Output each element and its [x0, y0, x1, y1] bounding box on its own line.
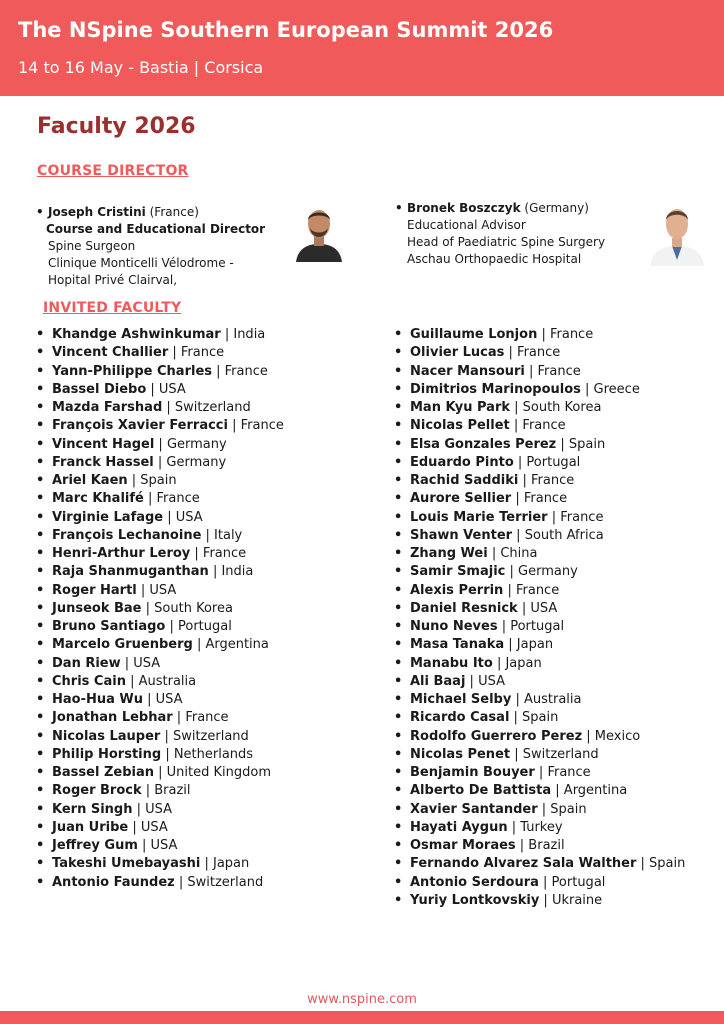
faculty-country: | USA: [128, 819, 168, 835]
faculty-item: [36, 545, 284, 563]
faculty-name: Dan Riew: [52, 655, 121, 671]
faculty-item: [36, 782, 284, 800]
page-title: Faculty 2026: [37, 114, 196, 139]
faculty-country: | Portugal: [165, 619, 232, 634]
faculty-country: | South Africa: [512, 527, 604, 543]
faculty-item: [394, 563, 685, 581]
faculty-item: [36, 417, 284, 435]
faculty-item: [36, 801, 284, 819]
faculty-country: | Japan: [492, 655, 542, 671]
faculty-item: [394, 509, 685, 527]
faculty-country: | Portugal: [513, 454, 581, 470]
faculty-name: Vincent Challier: [52, 345, 169, 361]
faculty-name: Raja Shanmuganthan: [52, 564, 209, 580]
faculty-item: [394, 363, 685, 381]
faculty-item: [36, 691, 284, 709]
director-bronek-boszczyk: [395, 200, 647, 268]
faculty-name: Jeffrey Gum: [52, 838, 138, 853]
faculty-item: [394, 344, 685, 362]
faculty-name: Benjamin Bouyer: [410, 765, 535, 780]
faculty-country: | Portugal: [538, 874, 606, 890]
faculty-item: [394, 801, 685, 819]
event-title: The NSpine Southern European Summit 2026: [18, 18, 554, 42]
faculty-country: | Switzerland: [510, 746, 599, 762]
director-line: Clinique Monticelli Vélodrome -: [48, 256, 234, 270]
faculty-item: [394, 819, 685, 837]
faculty-item: [394, 636, 685, 654]
faculty-country: | South Korea: [141, 600, 233, 616]
faculty-name: Jonathan Lebhar: [52, 710, 173, 726]
faculty-item: [36, 636, 284, 654]
faculty-country: | France: [524, 363, 581, 379]
faculty-name: Olivier Lucas: [410, 345, 505, 361]
faculty-item: [36, 344, 284, 362]
course-director-heading: COURSE DIRECTOR: [37, 163, 189, 179]
faculty-item: [36, 490, 284, 508]
faculty-item: [394, 436, 685, 454]
faculty-country: | France: [212, 363, 268, 379]
faculty-country: | Japan: [504, 637, 554, 653]
faculty-name: Henri-Arthur Leroy: [52, 546, 191, 561]
faculty-country: | France: [537, 327, 594, 342]
faculty-country: | USA: [132, 801, 173, 817]
faculty-name: Franck Hassel: [52, 454, 154, 470]
faculty-name: Nicolas Penet: [410, 746, 511, 762]
faculty-item: [394, 454, 685, 472]
faculty-country: | United Kingdom: [154, 765, 271, 780]
faculty-name: Kern Singh: [52, 801, 133, 817]
faculty-country: | Argentina: [551, 783, 628, 799]
faculty-item: [394, 655, 685, 673]
faculty-item: [394, 545, 685, 563]
faculty-item: [394, 673, 685, 691]
faculty-item: [36, 837, 284, 855]
faculty-name: Juan Uribe: [52, 819, 129, 835]
faculty-country: | France: [518, 473, 575, 488]
faculty-country: | Germany: [505, 564, 578, 580]
faculty-country: | Ukraine: [539, 892, 603, 908]
director-line: Spine Surgeon: [48, 239, 136, 253]
faculty-name: Guillaume Lonjon: [410, 327, 538, 342]
faculty-name: Chris Cain: [52, 673, 126, 689]
faculty-country: | France: [534, 765, 591, 780]
footer-bar: [0, 1011, 724, 1024]
faculty-country: | Brazil: [515, 838, 565, 853]
faculty-item: [36, 399, 284, 417]
faculty-name: Nicolas Lauper: [52, 728, 161, 744]
faculty-item: [36, 709, 284, 727]
faculty-name: Yuriy Lontkovskiy: [410, 892, 540, 908]
faculty-name: Alexis Perrin: [410, 582, 504, 598]
faculty-item: [36, 527, 284, 545]
faculty-country: | Portugal: [497, 619, 565, 634]
faculty-name: Zhang Wei: [410, 546, 488, 561]
faculty-country: | India: [220, 327, 266, 342]
faculty-item: [394, 709, 685, 727]
faculty-item: [394, 892, 685, 910]
faculty-country: | USA: [137, 838, 178, 853]
invited-faculty-heading: INVITED FACULTY: [43, 300, 182, 316]
faculty-name: Yann-Philippe Charles: [52, 363, 212, 379]
faculty-item: [394, 381, 685, 399]
faculty-item: [36, 618, 284, 636]
faculty-name: Aurore Sellier: [410, 491, 512, 507]
faculty-name: Nacer Mansouri: [410, 363, 525, 379]
director-line: Head of Paediatric Spine Surgery: [407, 235, 606, 249]
faculty-name: Antonio Faundez: [52, 874, 175, 890]
faculty-country: | Germany: [154, 436, 227, 452]
faculty-country: | USA: [517, 600, 558, 616]
faculty-item: [36, 326, 284, 344]
faculty-item: [36, 509, 284, 527]
faculty-item: [394, 837, 685, 855]
faculty-name: Takeshi Umebayashi: [52, 856, 201, 872]
faculty-country: | Argentina: [192, 637, 269, 653]
faculty-country: | USA: [143, 692, 183, 707]
header-banner: [0, 0, 724, 96]
faculty-country: | USA: [120, 655, 161, 671]
faculty-country: | Switzerland: [174, 874, 264, 890]
faculty-country: | Spain: [509, 710, 559, 726]
faculty-name: Marc Khalifé: [52, 491, 144, 507]
faculty-item: [394, 855, 685, 873]
director-line: Hopital Privé Clairval,: [48, 273, 178, 287]
faculty-name: Marcelo Gruenberg: [52, 637, 193, 653]
faculty-country: | France: [511, 491, 568, 507]
director-joseph-cristini: [36, 204, 298, 289]
faculty-name: Samir Smajic: [410, 564, 506, 580]
faculty-name: Elsa Gonzales Perez: [410, 436, 557, 452]
website-link[interactable]: www.nspine.com: [307, 992, 417, 1007]
joseph-cristini-photo: [294, 202, 344, 262]
faculty-item: [36, 673, 284, 691]
faculty-item: [394, 782, 685, 800]
faculty-item: [394, 691, 685, 709]
bullet: •: [395, 201, 403, 215]
faculty-name: Bruno Santiago: [52, 619, 166, 634]
faculty-name: Antonio Serdoura: [410, 874, 539, 890]
faculty-name: Bassel Diebo: [52, 381, 147, 397]
invited-faculty-list-left: [36, 326, 284, 892]
bronek-boszczyk-photo: [648, 200, 706, 266]
faculty-country: | Greece: [580, 381, 640, 397]
faculty-country: | South Korea: [510, 400, 602, 415]
faculty-name: Mazda Farshad: [52, 400, 163, 415]
director-line: Educational Advisor: [407, 218, 526, 232]
faculty-country: | France: [190, 546, 247, 561]
faculty-item: [394, 527, 685, 545]
faculty-name: Manabu Ito: [410, 655, 493, 671]
faculty-country: | Spain: [556, 436, 606, 452]
faculty-item: [36, 728, 284, 746]
faculty-item: [394, 472, 685, 490]
faculty-item: [36, 746, 284, 764]
faculty-item: [36, 363, 284, 381]
faculty-country: | France: [172, 710, 229, 726]
bullet: •: [36, 205, 44, 219]
faculty-country: | Switzerland: [160, 728, 249, 744]
faculty-country: | USA: [146, 381, 186, 397]
faculty-name: Eduardo Pinto: [410, 454, 514, 470]
faculty-item: [394, 600, 685, 618]
faculty-country: | Australia: [511, 692, 582, 707]
faculty-item: [36, 600, 284, 618]
faculty-item: [394, 399, 685, 417]
faculty-item: [36, 764, 284, 782]
faculty-country: | Spain: [537, 801, 587, 817]
faculty-item: [394, 746, 685, 764]
faculty-item: [394, 582, 685, 600]
faculty-name: Vincent Hagel: [52, 436, 155, 452]
faculty-name: Hao-Hua Wu: [52, 692, 144, 707]
faculty-item: [36, 436, 284, 454]
faculty-country: | France: [227, 418, 284, 434]
director-name: Bronek Boszczyk: [407, 201, 521, 215]
faculty-country: | Spain: [127, 473, 177, 488]
director-name: Joseph Cristini: [48, 205, 146, 219]
faculty-item: [36, 472, 284, 490]
director-line: Aschau Orthopaedic Hospital: [407, 252, 582, 266]
faculty-country: | India: [208, 564, 254, 580]
faculty-country: | USA: [465, 673, 505, 689]
faculty-name: Hayati Aygun: [410, 819, 508, 835]
faculty-name: Shawn Venter: [410, 527, 513, 543]
faculty-name: Bassel Zebian: [52, 765, 154, 780]
faculty-name: François Lechanoine: [52, 527, 202, 543]
faculty-item: [36, 381, 284, 399]
faculty-country: | Spain: [636, 856, 686, 872]
faculty-name: Ariel Kaen: [52, 473, 128, 488]
faculty-country: | France: [143, 491, 200, 507]
director-role: Course and Educational Director: [46, 222, 266, 236]
faculty-country: | France: [503, 582, 560, 598]
faculty-name: Rachid Saddiki: [410, 473, 519, 488]
faculty-country: | France: [547, 509, 604, 525]
faculty-name: Louis Marie Terrier: [410, 509, 548, 525]
faculty-item: [36, 874, 284, 892]
faculty-item: [36, 582, 284, 600]
faculty-item: [394, 618, 685, 636]
faculty-country: | USA: [136, 582, 177, 598]
faculty-item: [394, 326, 685, 344]
faculty-name: Man Kyu Park: [410, 400, 510, 415]
faculty-item: [36, 819, 284, 837]
faculty-item: [394, 874, 685, 892]
faculty-country: | France: [168, 345, 225, 361]
faculty-name: Nuno Neves: [410, 619, 498, 634]
faculty-name: Michael Selby: [410, 692, 512, 707]
faculty-name: Xavier Santander: [410, 801, 538, 817]
faculty-country: | Italy: [201, 527, 243, 543]
faculty-country: | Australia: [125, 673, 197, 689]
invited-faculty-list-right: [394, 326, 685, 910]
faculty-country: | USA: [163, 509, 203, 525]
faculty-name: François Xavier Ferracci: [52, 418, 228, 434]
faculty-name: Roger Brock: [52, 783, 142, 799]
faculty-item: [36, 855, 284, 873]
faculty-item: [394, 490, 685, 508]
faculty-country: | Mexico: [582, 728, 641, 744]
faculty-item: [36, 454, 284, 472]
faculty-name: Osmar Moraes: [410, 838, 516, 853]
faculty-name: Dimitrios Marinopoulos: [410, 381, 581, 397]
faculty-country: | Turkey: [507, 819, 563, 835]
faculty-name: Daniel Resnick: [410, 600, 518, 616]
faculty-country: | Switzerland: [162, 400, 251, 415]
faculty-country: | China: [487, 546, 538, 561]
faculty-name: Ricardo Casal: [410, 710, 510, 726]
faculty-item: [36, 563, 284, 581]
faculty-name: Philip Horsting: [52, 746, 162, 762]
faculty-item: [394, 728, 685, 746]
faculty-item: [394, 417, 685, 435]
faculty-name: Junseok Bae: [52, 600, 142, 616]
faculty-item: [394, 764, 685, 782]
faculty-name: Virginie Lafage: [52, 509, 164, 525]
faculty-name: Fernando Alvarez Sala Walther: [410, 856, 637, 872]
faculty-country: | France: [509, 418, 566, 434]
faculty-country: | Japan: [200, 856, 250, 872]
director-country: (France): [145, 205, 199, 219]
faculty-country: | Germany: [153, 454, 227, 470]
faculty-name: Ali Baaj: [410, 673, 466, 689]
faculty-name: Masa Tanaka: [410, 637, 505, 653]
faculty-name: Nicolas Pellet: [410, 418, 510, 434]
faculty-country: | France: [504, 345, 561, 361]
faculty-name: Khandge Ashwinkumar: [52, 327, 221, 342]
faculty-name: Alberto De Battista: [410, 783, 552, 799]
event-subtitle: 14 to 16 May - Bastia | Corsica: [18, 58, 264, 77]
faculty-name: Rodolfo Guerrero Perez: [410, 728, 583, 744]
faculty-country: | Netherlands: [161, 746, 254, 762]
director-country: (Germany): [520, 201, 589, 215]
faculty-name: Roger Hartl: [52, 582, 137, 598]
faculty-country: | Brazil: [141, 783, 191, 799]
faculty-item: [36, 655, 284, 673]
